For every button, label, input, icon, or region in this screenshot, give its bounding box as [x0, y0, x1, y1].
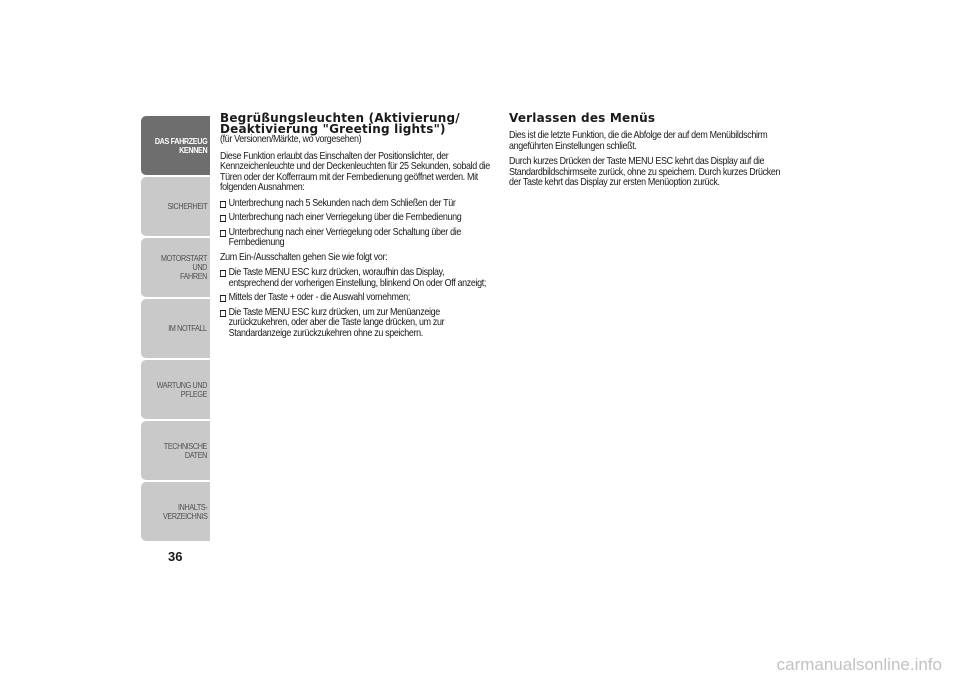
checkbox-bullet-icon: [220, 270, 226, 277]
list-item-text: Die Taste MENU ESC kurz drücken, woraufhin das Display, entsprechend der vorherigen Einstellung, blinkend On oder Off anzeigt;: [228, 267, 487, 289]
tab-wartung-und-pflege[interactable]: [141, 360, 210, 419]
tab-im-notfall[interactable]: [141, 299, 210, 358]
tab-label: WARTUNG UND PFLEGE: [156, 380, 207, 399]
tab-label: INHALTS- VERZEICHNIS: [162, 502, 207, 521]
steps-intro: Zum Ein-/Ausschalten gehen Sie wie folgt vor:: [220, 251, 388, 263]
tab-label: DAS FAHRZEUG KENNEN: [154, 136, 207, 155]
tab-technische-daten[interactable]: [141, 421, 210, 480]
checkbox-bullet-icon: [220, 230, 226, 237]
list-item-text: Unterbrechung nach einer Verriegelung über die Fernbedienung: [228, 212, 462, 223]
tab-motorstart-und-fahren[interactable]: [141, 238, 210, 297]
list-item: [220, 268, 491, 289]
tab-label: IM NOTFALL: [168, 324, 207, 333]
heading-line-1: Begrüßungsleuchten (Aktivierung/: [220, 111, 460, 125]
watermark: carmanualsonline.info: [776, 655, 942, 674]
list-item-text: Die Taste MENU ESC kurz drücken, um zur Menüanzeige zurückzukehren, oder aber die Taste lange drücken, um zur Standardanzeige zurückzukehren ohne zu speichern.: [228, 306, 445, 339]
list-item-text: Unterbrechung nach 5 Sekunden nach dem Schließen der Tür: [228, 197, 456, 209]
intro-paragraph: Diese Funktion erlaubt das Einschalten der Positionslichter, der Kennzeichenleuchte und der Deckenleuchten für 25 Sekunden, sobald die Türen oder der Kofferraum mit der Fernbedienung geöffnet werden. Mit folgenden Ausnahmen:: [220, 150, 490, 193]
checkbox-bullet-icon: [220, 295, 226, 302]
section-heading: Verlassen des Menüs: [509, 111, 656, 125]
checkbox-bullet-icon: [220, 310, 226, 317]
paragraph: Durch kurzes Drücken der Taste MENU ESC kehrt das Display auf die Standardbildschirmseite zurück, ohne zu speichern. Durch kurzes Drücken der Taste kehrt das Display zur ersten Menüoption zurück.: [509, 156, 781, 188]
list-item: [220, 308, 491, 340]
tab-label: SICHERHEIT: [166, 202, 207, 211]
tab-inhaltsverzeichnis[interactable]: [141, 482, 210, 541]
tab-das-fahrzeug-kennen[interactable]: [141, 116, 210, 175]
list-item: [220, 228, 491, 249]
page-number: 36: [168, 549, 183, 564]
greeting-lights-section: [220, 113, 492, 343]
list-item: [220, 293, 491, 304]
chapter-tabs: [141, 116, 210, 543]
tab-label: MOTORSTART UND FAHREN: [160, 254, 207, 281]
availability-note: (für Versionen/Märkte, wo vorgesehen): [220, 134, 362, 145]
paragraph: Dies ist die letzte Funktion, die die Abfolge der auf dem Menübildschirm angeführten Einstellungen schließt.: [509, 130, 768, 152]
exit-menu-section: [509, 113, 784, 189]
list-item-text: Unterbrechung nach einer Verriegelung oder Schaltung über die Fernbedienung: [228, 226, 461, 248]
checkbox-bullet-icon: [220, 215, 226, 222]
tab-label: TECHNISCHE DATEN: [163, 441, 207, 460]
tab-sicherheit[interactable]: [141, 177, 210, 236]
checkbox-bullet-icon: [220, 201, 226, 208]
list-item: [220, 213, 491, 224]
list-item: [220, 199, 491, 210]
heading-line-2: Deaktivierung "Greeting lights"): [220, 122, 446, 136]
section-heading: [220, 113, 492, 135]
list-item-text: Mittels der Taste + oder - die Auswahl vornehmen;: [228, 292, 411, 303]
